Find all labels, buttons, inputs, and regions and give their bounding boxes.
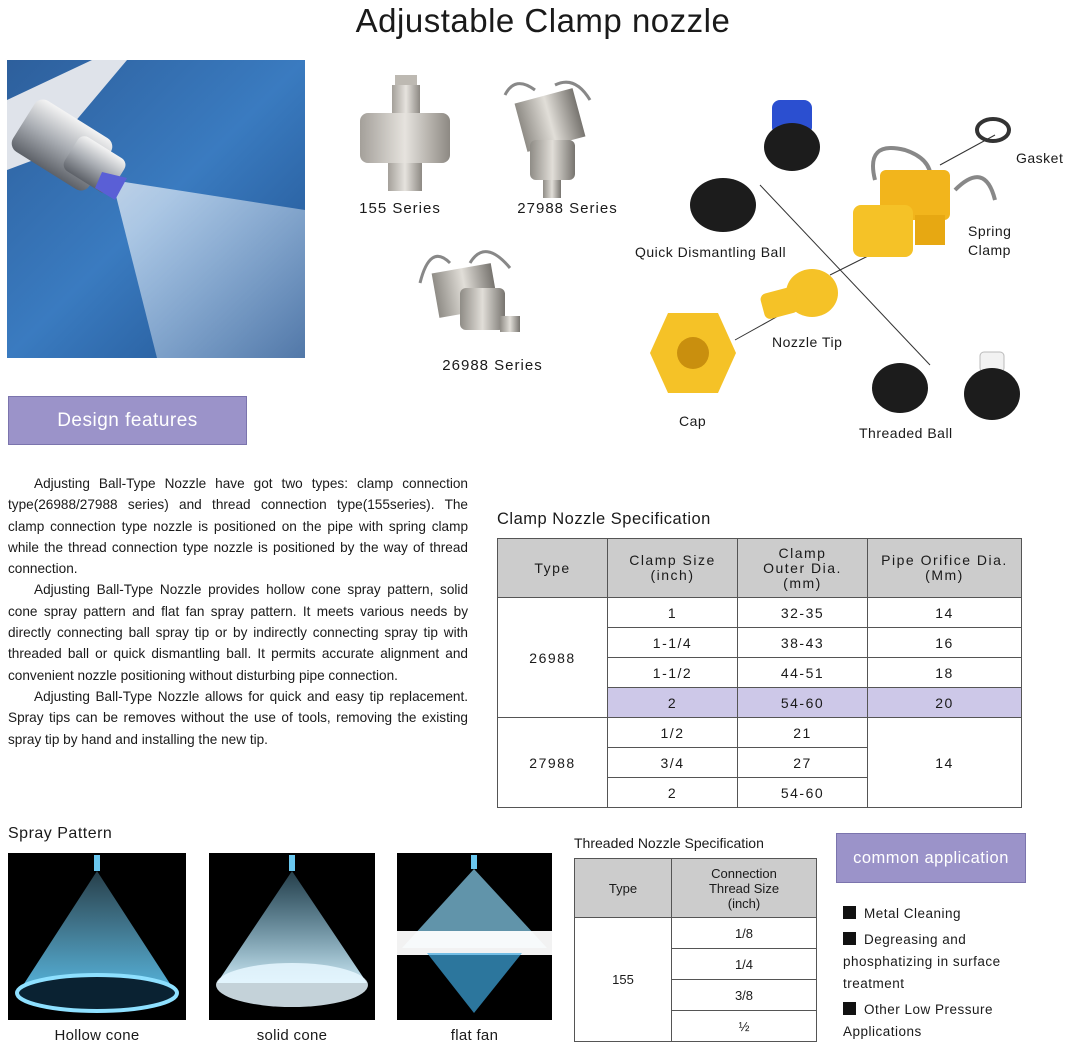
cell: 14 [868,598,1022,628]
application-list [843,903,1033,1043]
design-features-text [8,473,468,750]
series-27988-image [495,75,605,200]
header-orifice-dia: Pipe Orifice Dia. (Mm) [868,539,1022,598]
cell: 20 [868,688,1022,718]
cell: 1/8 [672,918,817,949]
cell: 18 [868,658,1022,688]
header-outer-dia: Clamp Outer Dia. (mm) [738,539,868,598]
page-title: Adjustable Clamp nozzle [355,2,731,39]
list-item [843,929,1033,995]
series-155-image [355,75,455,195]
nozzle-tip-label: Nozzle Tip [772,334,843,350]
cell: 1-1/2 [608,658,738,688]
header-type: Type [575,859,672,918]
solid-cone-image [209,853,375,1020]
threaded-ball-label: Threaded Ball [859,425,953,441]
bullet-square-icon [843,1002,856,1015]
type-cell: 26988 [498,598,608,718]
solid-cone-label: solid cone [256,1027,328,1044]
orifice-cell: 14 [868,718,1022,808]
clamp-spec-table [497,538,1022,808]
bullet-square-icon [843,932,856,945]
clamp-spec-title: Clamp Nozzle Specification [497,510,711,528]
list-item [843,999,1033,1043]
cap-image [648,308,738,398]
series-155-label: 155 Series [359,200,441,217]
design-paragraph: Adjusting Ball-Type Nozzle provides hollow cone spray pattern, solid cone spray pattern and flat fan spray pattern. It meets various needs by directly connecting ball spray tip or by indirectly connecting spray tip with threaded ball or quick dismantling ball. It permits accurate alignment and convenient nozzle positioning without disturbing pipe connection. [8,582,468,683]
list-item [843,903,1033,925]
cell: 3/4 [608,748,738,778]
cell: 3/8 [672,980,817,1011]
header-type: Type [498,539,608,598]
clamp-spec-header-row [498,539,1022,598]
quick-dismantling-ball-label: Quick Dismantling Ball [635,244,787,260]
cell: 1 [608,598,738,628]
flat-fan-image [397,853,552,1020]
nozzle-tip-image [760,265,840,330]
gasket-label: Gasket [1016,150,1064,166]
threaded-ball-with-tip-image [962,350,1022,422]
header-clamp-size: Clamp Size (inch) [608,539,738,598]
cell: 2 [608,778,738,808]
design-paragraph: Adjusting Ball-Type Nozzle allows for quick and easy tip replacement. Spray tips can be removes without the use of tools, removing the existing spray tip by hand and installing the new tip. [8,688,468,747]
type-cell: 27988 [498,718,608,808]
cell: ½ [672,1011,817,1042]
cap-label: Cap [679,413,707,429]
cell: 2 [608,688,738,718]
cell: 38-43 [738,628,868,658]
cell: 16 [868,628,1022,658]
nozzle-spray-photo [7,60,305,358]
series-26988-image [415,238,530,353]
bullet-square-icon [843,906,856,919]
cell: 54-60 [738,778,868,808]
table-row [498,598,1022,628]
table-row [575,918,817,949]
design-paragraph: Adjusting Ball-Type Nozzle have got two types: clamp connection type(26988/27988 series) and thread connection type(155series). The clamp connection type nozzle is positioned on the pipe with spring clamp while the thread connection type nozzle is positioned by the way of thread connection. [8,476,468,577]
type-cell: 155 [575,918,672,1042]
thread-spec-title: Threaded Nozzle Specification [574,835,764,851]
design-features-heading: Design features [8,396,247,445]
thread-spec-table [574,858,817,1042]
application-item-text: Metal Cleaning [864,906,962,921]
cell: 1/4 [672,949,817,980]
series-26988-label: 26988 Series [442,357,543,374]
cell: 44-51 [738,658,868,688]
header-thread-size: Connection Thread Size (inch) [672,859,817,918]
cell: 1/2 [608,718,738,748]
application-item-text: Other Low Pressure Applications [843,1002,994,1039]
table-row [498,718,1022,748]
application-item-text: Degreasing and phosphatizing in surface treatment [843,932,1001,991]
spray-pattern-heading: Spray Pattern [8,825,113,842]
threaded-ball-image [870,360,930,415]
cell: 27 [738,748,868,778]
hollow-cone-label: Hollow cone [54,1027,140,1044]
series-27988-label: 27988 Series [517,200,618,217]
hollow-cone-image [8,853,186,1020]
spring-clamp-label: Spring Clamp [968,223,1012,258]
cell: 1-1/4 [608,628,738,658]
flat-fan-label: flat fan [450,1027,499,1044]
cell: 54-60 [738,688,868,718]
cell: 21 [738,718,868,748]
cell: 32-35 [738,598,868,628]
blue-tip-ball-image [760,95,825,175]
common-application-heading: common application [836,833,1026,883]
thread-spec-header-row [575,859,817,918]
quick-dismantling-ball-image [688,175,758,235]
